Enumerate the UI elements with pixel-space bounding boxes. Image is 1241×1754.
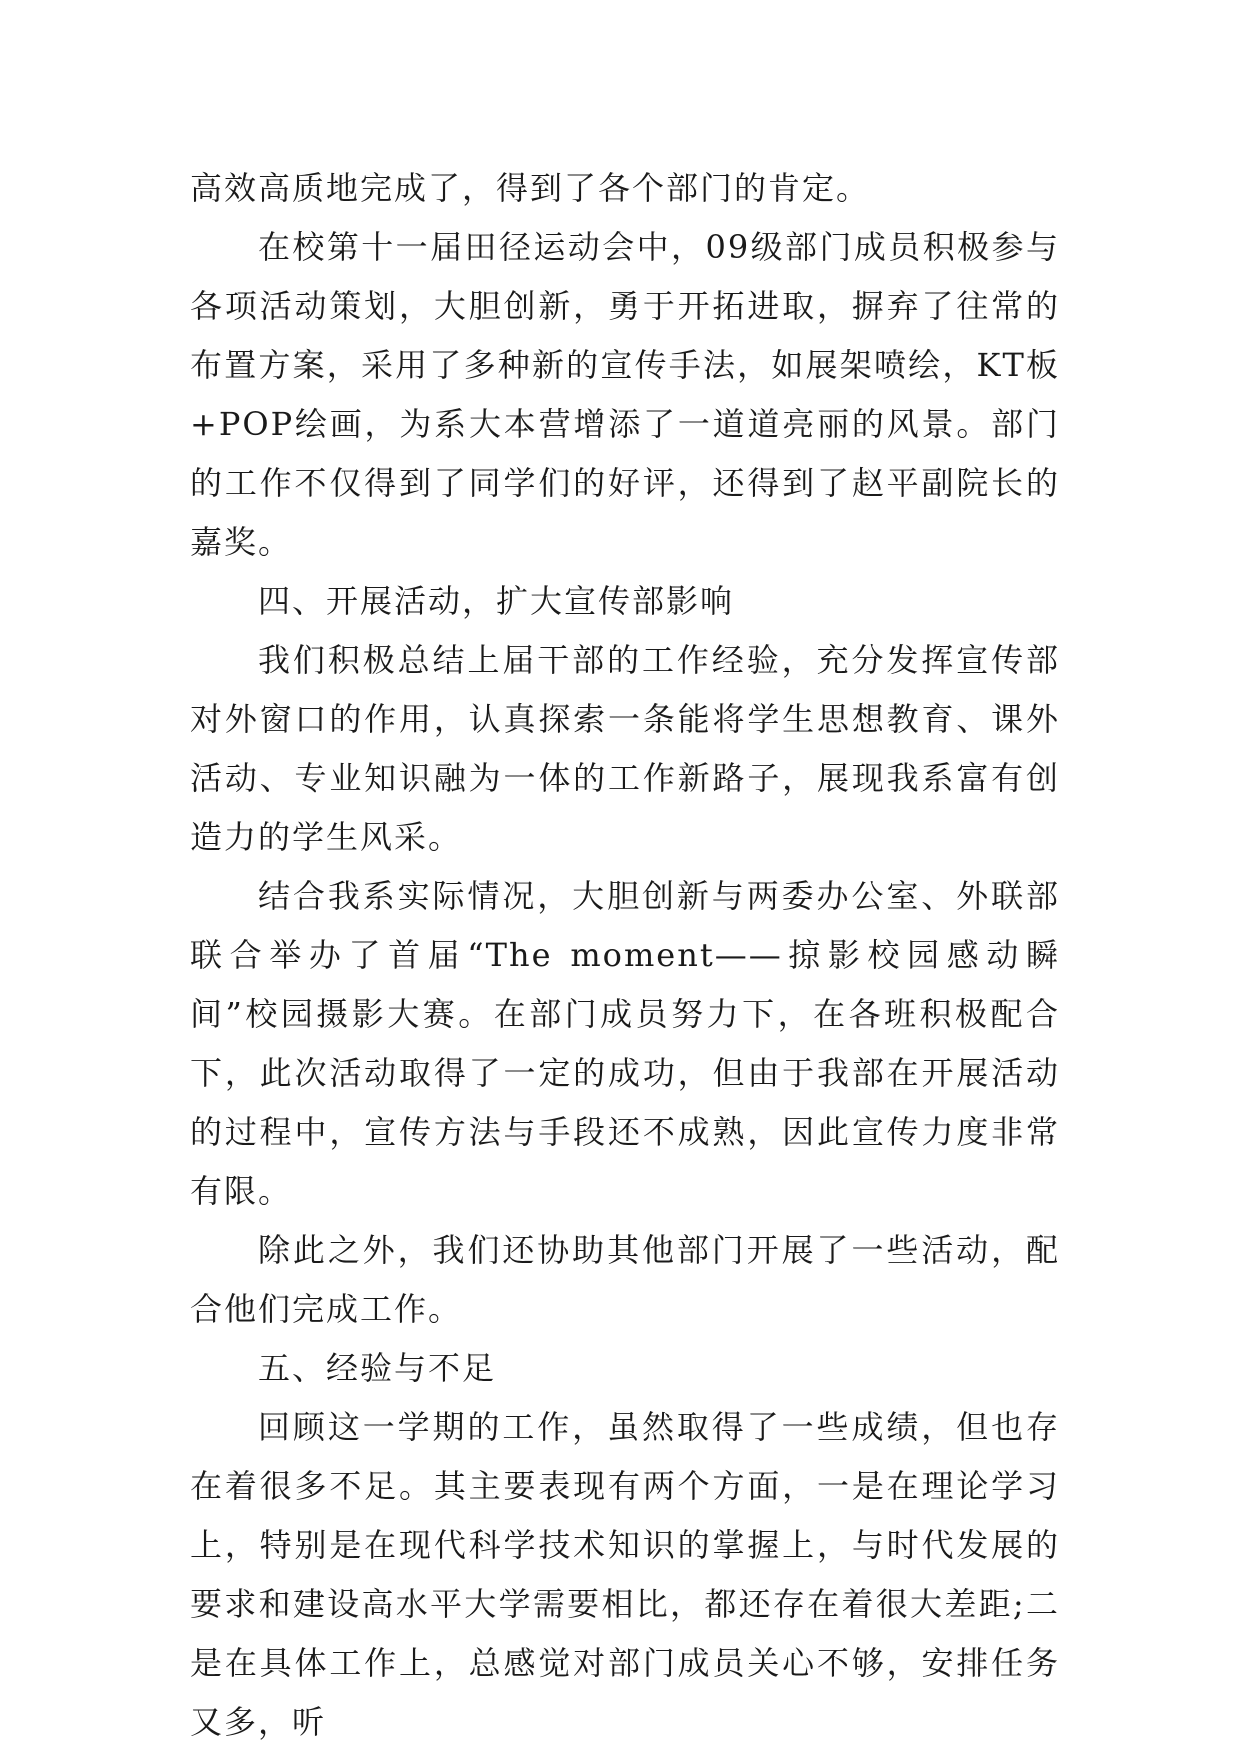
paragraph-1: 高效高质地完成了，得到了各个部门的肯定。 <box>190 169 871 207</box>
section-heading-5: 五、经验与不足 <box>258 1349 497 1387</box>
paragraph-4: 结合我系实际情况，大胆创新与两委办公室、外联部联合举办了首届“The moment——掠影校园感动瞬间”校园摄影大赛。在部门成员努力下，在各班积极配合下，此次活动取得了一定的成功，但由于我部在开展活动的过程中，宣传方法与手段还不成熟，因此宣传力度非常有限。 <box>190 877 1060 1210</box>
section-heading-4: 四、开展活动，扩大宣传部影响 <box>258 582 735 620</box>
paragraph-6: 回顾这一学期的工作，虽然取得了一些成绩，但也存在着很多不足。其主要表现有两个方面，一是在理论学习上，特别是在现代科学技术知识的掌握上，与时代发展的要求和建设高水平大学需要相比，都还存在着很大差距;二是在具体工作上，总感觉对部门成员关心不够，安排任务又多，听 <box>190 1408 1060 1741</box>
paragraph-3: 我们积极总结上届干部的工作经验，充分发挥宣传部对外窗口的作用，认真探索一条能将学生思想教育、课外活动、专业知识融为一体的工作新路子，展现我系富有创造力的学生风采。 <box>190 641 1060 856</box>
paragraph-2: 在校第十一届田径运动会中，09级部门成员积极参与各项活动策划，大胆创新，勇于开拓进取，摒弃了往常的布置方案，采用了多种新的宣传手法，如展架喷绘，KT板+POP绘画，为系大本营增添了一道道亮丽的风景。部门的工作不仅得到了同学们的好评，还得到了赵平副院长的嘉奖。 <box>190 228 1060 561</box>
document-body <box>190 159 1060 1752</box>
paragraph-5: 除此之外，我们还协助其他部门开展了一些活动，配合他们完成工作。 <box>190 1231 1060 1328</box>
